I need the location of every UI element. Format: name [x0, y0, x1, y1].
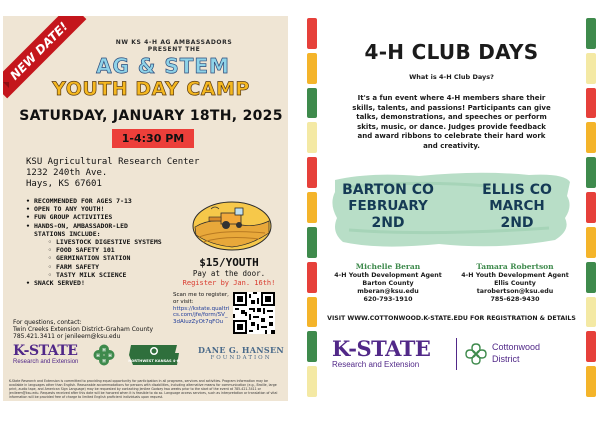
scan-line: or visit: — [173, 298, 194, 305]
district-line: Cottonwood — [492, 342, 541, 352]
agent-name: Michelle Beran — [355, 262, 421, 271]
district-line: District — [492, 354, 520, 364]
decorative-stripe — [307, 88, 317, 119]
location-line: Hays, KS 67601 — [26, 179, 102, 189]
agent-email[interactable]: tarobertson@ksu.edu — [476, 288, 554, 295]
agent-contact-ellis — [455, 261, 575, 304]
contact-info — [13, 319, 153, 341]
svg-text:H: H — [102, 347, 106, 353]
location-line: KSU Agricultural Research Center — [26, 157, 200, 167]
decorative-stripe — [586, 157, 596, 188]
decorative-stripe — [307, 297, 317, 328]
dane-logo-name: DANE G. HANSEN — [198, 345, 284, 355]
kstate-logo-subtitle: Research and Extension — [13, 359, 79, 365]
event-county: ELLIS CO — [482, 182, 552, 198]
stations-intro: STATIONS INCLUDE: — [34, 229, 101, 238]
station-item: ◦ LIVESTOCK DIGESTIVE SYSTEMS — [48, 238, 162, 246]
registration-link-line: 3dAluzZyOt7qFOu — [173, 319, 224, 326]
svg-text:H: H — [108, 353, 112, 358]
agent-role: 4-H Youth Development Agent — [334, 272, 442, 279]
svg-text:H: H — [102, 358, 106, 364]
club-days-description: It's a fun event where 4-H members share their skills, talents, and passions! Participants can give talks, demonstrations, and speeches or perform skits, music, or dance. Judges provide feedback and award ribbons to celebrate their hard work and creativity. — [352, 94, 551, 150]
decorative-stripe — [586, 366, 596, 397]
station-item: ◦ TASTY MILK SCIENCE — [48, 271, 162, 279]
feature-list — [26, 197, 162, 287]
station-item: ◦ FARM SAFETY — [48, 263, 162, 271]
camp-location — [26, 157, 199, 190]
agent-phone: 620-793-1910 — [363, 296, 413, 303]
decorative-stripe — [307, 262, 317, 293]
decorative-stripe — [586, 331, 596, 362]
camp-time-badge: 1-4:30 PM — [112, 129, 194, 148]
decorative-stripe — [307, 366, 317, 397]
camp-title-line1: AG & STEM — [96, 54, 230, 78]
registration-link-line: https://kstate.qualtri — [173, 305, 230, 312]
decorative-stripe — [586, 88, 596, 119]
accessibility-disclaimer: K-State Research and Extension is committed to providing equal opportunity for participation in all programs, services and activities. Program information may be available in languages other than English. Reasonable accommodations for persons with disabilities, including alternative means for communication (e.g., Braille, large print, audio tape, and American Sign Language) may be requested by contacting Jenilee Godsey two weeks prior to the start of the event at 785-421-3411 or jenileem@ksu.edu. Requests received after this date will be honored when it is feasible to do so. Language access services, such as interpretation or translation of vital information will be provided free of charge to limited English proficient individuals upon request. — [9, 379, 278, 399]
sponsor-logos — [13, 341, 283, 377]
register-deadline: Register by Jan. 16th! — [182, 279, 276, 287]
decorative-stripe — [586, 122, 596, 153]
decorative-stripe — [307, 331, 317, 362]
club-days-question: What is 4-H Club Days? — [409, 73, 494, 81]
dane-logo-foundation: FOUNDATION — [210, 355, 272, 361]
new-date-ribbon: NEW DATE! — [3, 16, 86, 98]
kstate-logo — [13, 343, 83, 365]
presenter-line: NW KS 4-H AG AMBASSADORS — [115, 39, 233, 46]
camp-date: SATURDAY, JANUARY 18TH, 2025 — [19, 108, 283, 124]
northwest-kansas-4h-logo — [125, 341, 183, 371]
four-h-clover-icon — [465, 343, 487, 365]
ribbon-tail — [3, 82, 9, 88]
decorative-stripe — [307, 192, 317, 223]
feature-item: • FUN GROUP ACTIVITIES — [26, 213, 162, 221]
feature-item: • SNACK SERVED! — [26, 279, 162, 287]
scan-line: Scan me to register, — [173, 292, 229, 298]
feature-item: • OPEN TO ANY YOUTH! — [26, 205, 162, 213]
logo-divider — [456, 338, 457, 370]
decorative-stripe — [586, 227, 596, 258]
contact-line: 785.421.3411 or jenileem@ksu.edu — [13, 333, 121, 341]
registration-website[interactable]: VISIT WWW.COTTONWOOD.K-STATE.EDU FOR REGISTRATION & DETAILS — [327, 315, 576, 322]
feature-item — [26, 222, 162, 279]
event-month: MARCH — [489, 198, 545, 214]
district-name — [492, 341, 540, 365]
camp-title-line2: YOUTH DAY CAMP — [52, 78, 250, 100]
qr-code-icon[interactable] — [233, 292, 275, 334]
event-ellis-county — [457, 182, 577, 232]
event-month: FEBRUARY — [348, 198, 428, 214]
stations-list — [34, 238, 162, 279]
kstate-logo-text: K-STATE — [13, 343, 78, 359]
station-item: ◦ GERMINATION STATION — [48, 254, 162, 262]
agent-phone: 785-628-9430 — [490, 296, 540, 303]
club-days-flyer — [307, 18, 596, 401]
event-barton-county — [328, 182, 448, 232]
agent-name: Tamara Robertson — [476, 262, 554, 271]
agent-county: Ellis County — [494, 280, 536, 287]
event-day: 2ND — [500, 215, 534, 231]
agent-email[interactable]: mberan@ksu.edu — [357, 288, 419, 295]
registration-link-line: cs.com/jfe/form/SV_ — [173, 312, 228, 319]
kstate-logo-subtitle: Research and Extension — [332, 360, 420, 369]
club-days-title: 4-H CLUB DAYS — [364, 40, 539, 64]
ag-stem-camp-flyer — [3, 16, 288, 401]
pay-note: Pay at the door. — [192, 269, 266, 278]
agent-contact-barton — [328, 261, 448, 304]
presenter-line: PRESENT THE — [147, 46, 201, 53]
decorative-stripe — [586, 192, 596, 223]
location-line: 1232 240th Ave. — [26, 168, 108, 178]
event-day: 2ND — [371, 215, 405, 231]
decorative-stripe — [307, 157, 317, 188]
presenter-heading — [79, 39, 269, 53]
kstate-logo — [332, 338, 430, 370]
decorative-stripe — [307, 227, 317, 258]
contact-line: For questions, contact: — [13, 319, 82, 326]
feature-item-text: HANDS-ON, AMBASSADOR-LED — [34, 221, 128, 230]
station-item: ◦ FOOD SAFETY 101 — [48, 246, 162, 254]
camp-price: $15/YOUTH — [199, 256, 259, 269]
decorative-stripe — [586, 297, 596, 328]
decorative-stripe — [586, 262, 596, 293]
kstate-logo-text: K-STATE — [332, 336, 431, 361]
northwest-logo-text: NORTHWEST KANSAS 4-H — [128, 359, 180, 363]
footer-logos — [332, 336, 582, 374]
four-h-clover-icon — [93, 344, 115, 366]
svg-text:H: H — [96, 353, 100, 358]
agent-role: 4-H Youth Development Agent — [461, 272, 569, 279]
dane-hansen-logo — [196, 345, 286, 361]
decorative-stripe — [307, 122, 317, 153]
contact-line: Twin Creeks Extension District-Graham County — [13, 326, 154, 334]
farm-harvest-illustration — [191, 199, 273, 251]
event-county: BARTON CO — [342, 182, 434, 198]
agent-county: Barton County — [362, 280, 414, 287]
feature-item: • RECOMMENDED FOR AGES 7-13 — [26, 197, 162, 205]
